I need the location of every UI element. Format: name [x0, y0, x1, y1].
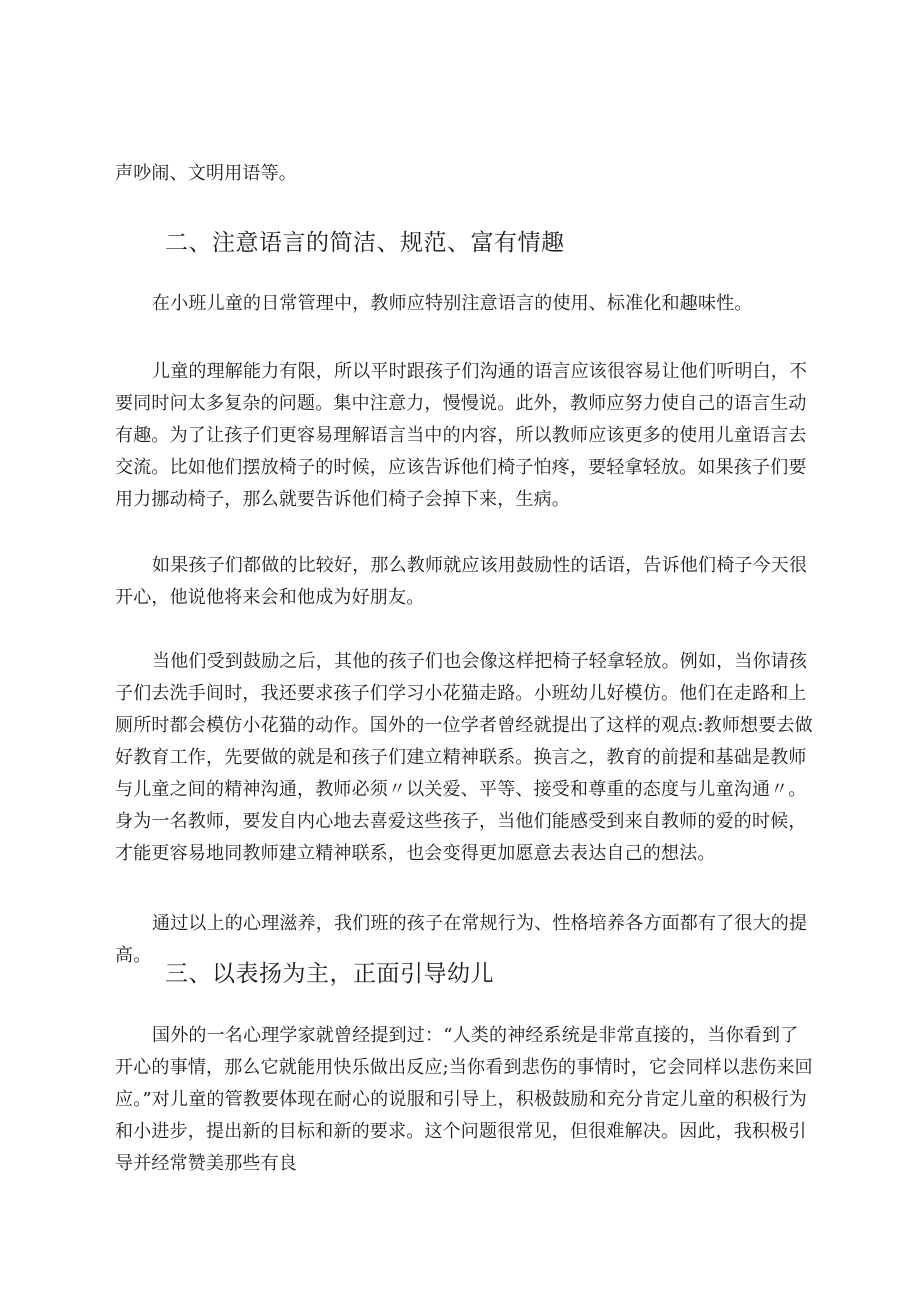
section-heading-2: 二、注意语言的简洁、规范、富有情趣 — [165, 230, 565, 256]
paragraph: 通过以上的心理滋养，我们班的孩子在常规行为、性格培养各方面都有了很大的提高。 — [115, 913, 808, 966]
paragraph-fragment: 声吵闹、文明用语等。 — [115, 163, 297, 184]
section-heading-3: 三、以表扬为主，正面引导幼儿 — [165, 961, 494, 987]
paragraph: 当他们受到鼓励之后，其他的孩子们也会像这样把椅子轻拿轻放。例如，当你请孩子们去洗手间时，我还要求孩子们学习小花猫走路。小班幼儿好模仿。他们在走路和上厕所时都会模仿小花猫的动作。国外的一位学者曾经就提出了这样的观点:教师想要去做好教育工作，先要做的就是和孩子们建立精神联系。换言之，教育的前提和基础是教师与儿童之间的精神沟通，教师必须〃以关爱、平等、接受和尊重的态度与儿童沟通〃。身为一名教师，要发自内心地去喜爱这些孩子，当他们能感受到来自教师的爱的时候，才能更容易地同教师建立精神联系，也会变得更加愿意去表达自己的想法。 — [115, 651, 813, 864]
paragraph: 国外的一名心理学家就曾经提到过：“人类的神经系统是非常直接的，当你看到了开心的事情，那么它就能用快乐做出反应;当你看到悲伤的事情时，它会同样以悲伤来回应。”对儿童的管教要体现在耐心的说服和引导上，积极鼓励和充分肯定儿童的积极行为和小进步，提出新的目标和新的要求。这个问题很常见，但很难解决。因此，我积极引导并经常赞美那些有良 — [115, 1025, 813, 1174]
paragraph: 如果孩子们都做的比较好，那么教师就应该用鼓励性的话语，告诉他们椅子今天很开心，他说他将来会和他成为好朋友。 — [115, 555, 808, 608]
paragraph: 在小班儿童的日常管理中，教师应特别注意语言的使用、标准化和趣味性。 — [152, 293, 753, 314]
paragraph: 儿童的理解能力有限，所以平时跟孩子们沟通的语言应该很容易让他们听明白，不要同时问太多复杂的问题。集中注意力，慢慢说。此外，教师应努力使自己的语言生动有趣。为了让孩子们更容易理解语言当中的内容，所以教师应该更多的使用儿童语言去交流。比如他们摆放椅子的时候，应该告诉他们椅子怕疼，要轻拿轻放。如果孩子们要用力挪动椅子，那么就要告诉他们椅子会掉下来，生病。 — [115, 361, 808, 510]
